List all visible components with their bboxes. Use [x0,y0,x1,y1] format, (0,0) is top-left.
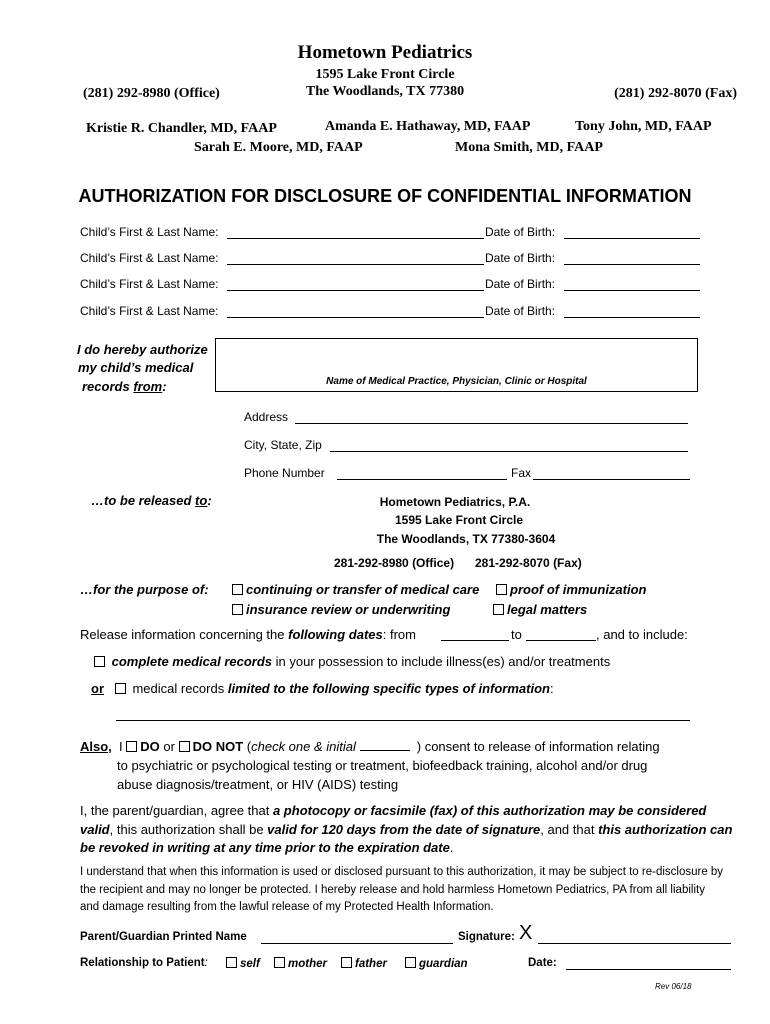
authorize-label-line3: records from: [82,379,167,394]
checkbox[interactable] [496,584,507,595]
relationship-self[interactable]: self [226,957,260,970]
checkbox[interactable] [226,957,237,968]
city-state-zip-field[interactable] [330,451,688,452]
fax-field[interactable] [533,479,690,480]
child-name-label: Child’s First & Last Name: [80,304,219,318]
disclaimer-paragraph: I understand that when this information is used or disclosed pursuant to this authorization, it may be subject to re-disclosure by the recipient and may no longer be protected. I hereby release and hold harmless Hometown Pediatrics, PA from all liability and damage resulting from the lawful release of my Protected Health Information. [80,866,724,913]
relationship-label: Relationship to Patient: [80,957,208,969]
complete-records-option[interactable]: complete medical records in your possession to include illness(es) and/or treatments [94,654,610,669]
recipient-city: The Woodlands, TX 77380-3604 [376,532,556,546]
checkbox[interactable] [126,741,137,752]
dates-line: Release information concerning the following dates: from [80,627,416,642]
physician-name: Tony John, MD, FAAP [575,119,712,134]
dob-field[interactable] [564,317,700,318]
city-state-zip-label: City, State, Zip [244,438,322,452]
practice-name: Hometown Pediatrics [297,42,473,63]
revision-label: Rev 06/18 [655,982,692,991]
also-consent-line2: to psychiatric or psychological testing or treatment, biofeedback training, alcohol and/or drug [117,758,648,773]
relationship-father[interactable]: father [341,957,387,970]
also-consent-line3: abuse diagnosis/treatment, or HIV (AIDS) testing [117,777,399,792]
dob-field[interactable] [564,264,700,265]
date-label: Date: [528,957,557,969]
dob-label: Date of Birth: [485,277,556,291]
dob-field[interactable] [564,290,700,291]
date-from-field[interactable] [441,640,509,641]
printed-name-label: Parent/Guardian Printed Name [80,931,247,943]
purpose-option-care[interactable]: continuing or transfer of medical care [232,582,479,597]
date-field[interactable] [566,969,731,970]
checkbox[interactable] [94,656,105,667]
child-name-field[interactable] [227,290,484,291]
physician-name: Mona Smith, MD, FAAP [455,140,603,155]
dates-to-label: to [511,627,522,642]
limited-records-option[interactable]: or medical records limited to the following specific types of information: [91,681,554,696]
dob-label: Date of Birth: [485,251,556,265]
child-name-label: Child’s First & Last Name: [80,251,219,265]
recipient-office-phone: 281-292-8980 (Office) [334,556,455,570]
purpose-option-immunization[interactable]: proof of immunization [496,582,646,597]
recipient-fax: 281-292-8070 (Fax) [475,556,582,570]
phone-label: Phone Number [244,466,325,480]
checkbox[interactable] [493,604,504,615]
child-name-label: Child’s First & Last Name: [80,225,219,239]
signature-label: Signature: [458,931,515,943]
recipient-street: 1595 Lake Front Circle [394,513,524,527]
signature-field[interactable] [538,943,731,944]
initial-field[interactable] [360,750,410,751]
checkbox[interactable] [232,584,243,595]
relationship-guardian[interactable]: guardian [405,957,468,970]
form-title: AUTHORIZATION FOR DISCLOSURE OF CONFIDENTIAL INFORMATION [78,186,692,206]
practice-city: The Woodlands, TX 77380 [305,84,465,99]
source-practice-box[interactable] [215,338,698,392]
agreement-paragraph: I, the parent/guardian, agree that a photocopy or facsimile (fax) of this authorization may be considered valid, this authorization shall be valid for 120 days from the date of signature, and that this authorization can be revoked in writing at any time prior to the expiration date. [80,803,733,855]
dob-field[interactable] [564,238,700,239]
printed-name-field[interactable] [261,943,453,944]
address-field[interactable] [295,423,688,424]
checkbox[interactable] [115,683,126,694]
dob-label: Date of Birth: [485,304,556,318]
address-label: Address [244,410,289,424]
fax-label: Fax [511,466,532,480]
authorize-label-line2: my child’s medical [78,360,194,375]
checkbox[interactable] [274,957,285,968]
physician-name: Sarah E. Moore, MD, FAAP [194,140,363,155]
checkbox[interactable] [232,604,243,615]
physician-name: Amanda E. Hathaway, MD, FAAP [325,119,531,134]
purpose-option-insurance[interactable]: insurance review or underwriting [232,602,450,617]
checkbox[interactable] [405,957,416,968]
purpose-option-legal[interactable]: legal matters [493,602,587,617]
office-phone: (281) 292-8980 (Office) [83,86,220,101]
physician-name: Kristie R. Chandler, MD, FAAP [86,121,277,136]
child-name-field[interactable] [227,317,484,318]
practice-street: 1595 Lake Front Circle [315,67,455,82]
signature-x-mark: X [519,922,533,944]
limited-info-field[interactable] [116,720,690,721]
purpose-label: …for the purpose of: [80,582,209,597]
checkbox[interactable] [341,957,352,968]
released-to-label: …to be released to: [91,493,212,508]
recipient-name: Hometown Pediatrics, P.A. [379,495,531,509]
child-name-field[interactable] [227,264,484,265]
also-consent-line1: Also, I DO or DO NOT (check one & initial ) consent to release of information relating [80,739,660,754]
relationship-mother[interactable]: mother [274,957,327,970]
date-to-field[interactable] [526,640,596,641]
source-box-caption: Name of Medical Practice, Physician, Clinic or Hospital [326,376,587,387]
authorize-label-line1: I do hereby authorize [77,342,208,357]
phone-field[interactable] [337,479,507,480]
checkbox[interactable] [179,741,190,752]
dob-label: Date of Birth: [485,225,556,239]
child-name-field[interactable] [227,238,484,239]
fax-number: (281) 292-8070 (Fax) [614,86,737,101]
child-name-label: Child’s First & Last Name: [80,277,219,291]
dates-include-label: , and to include: [596,627,688,642]
